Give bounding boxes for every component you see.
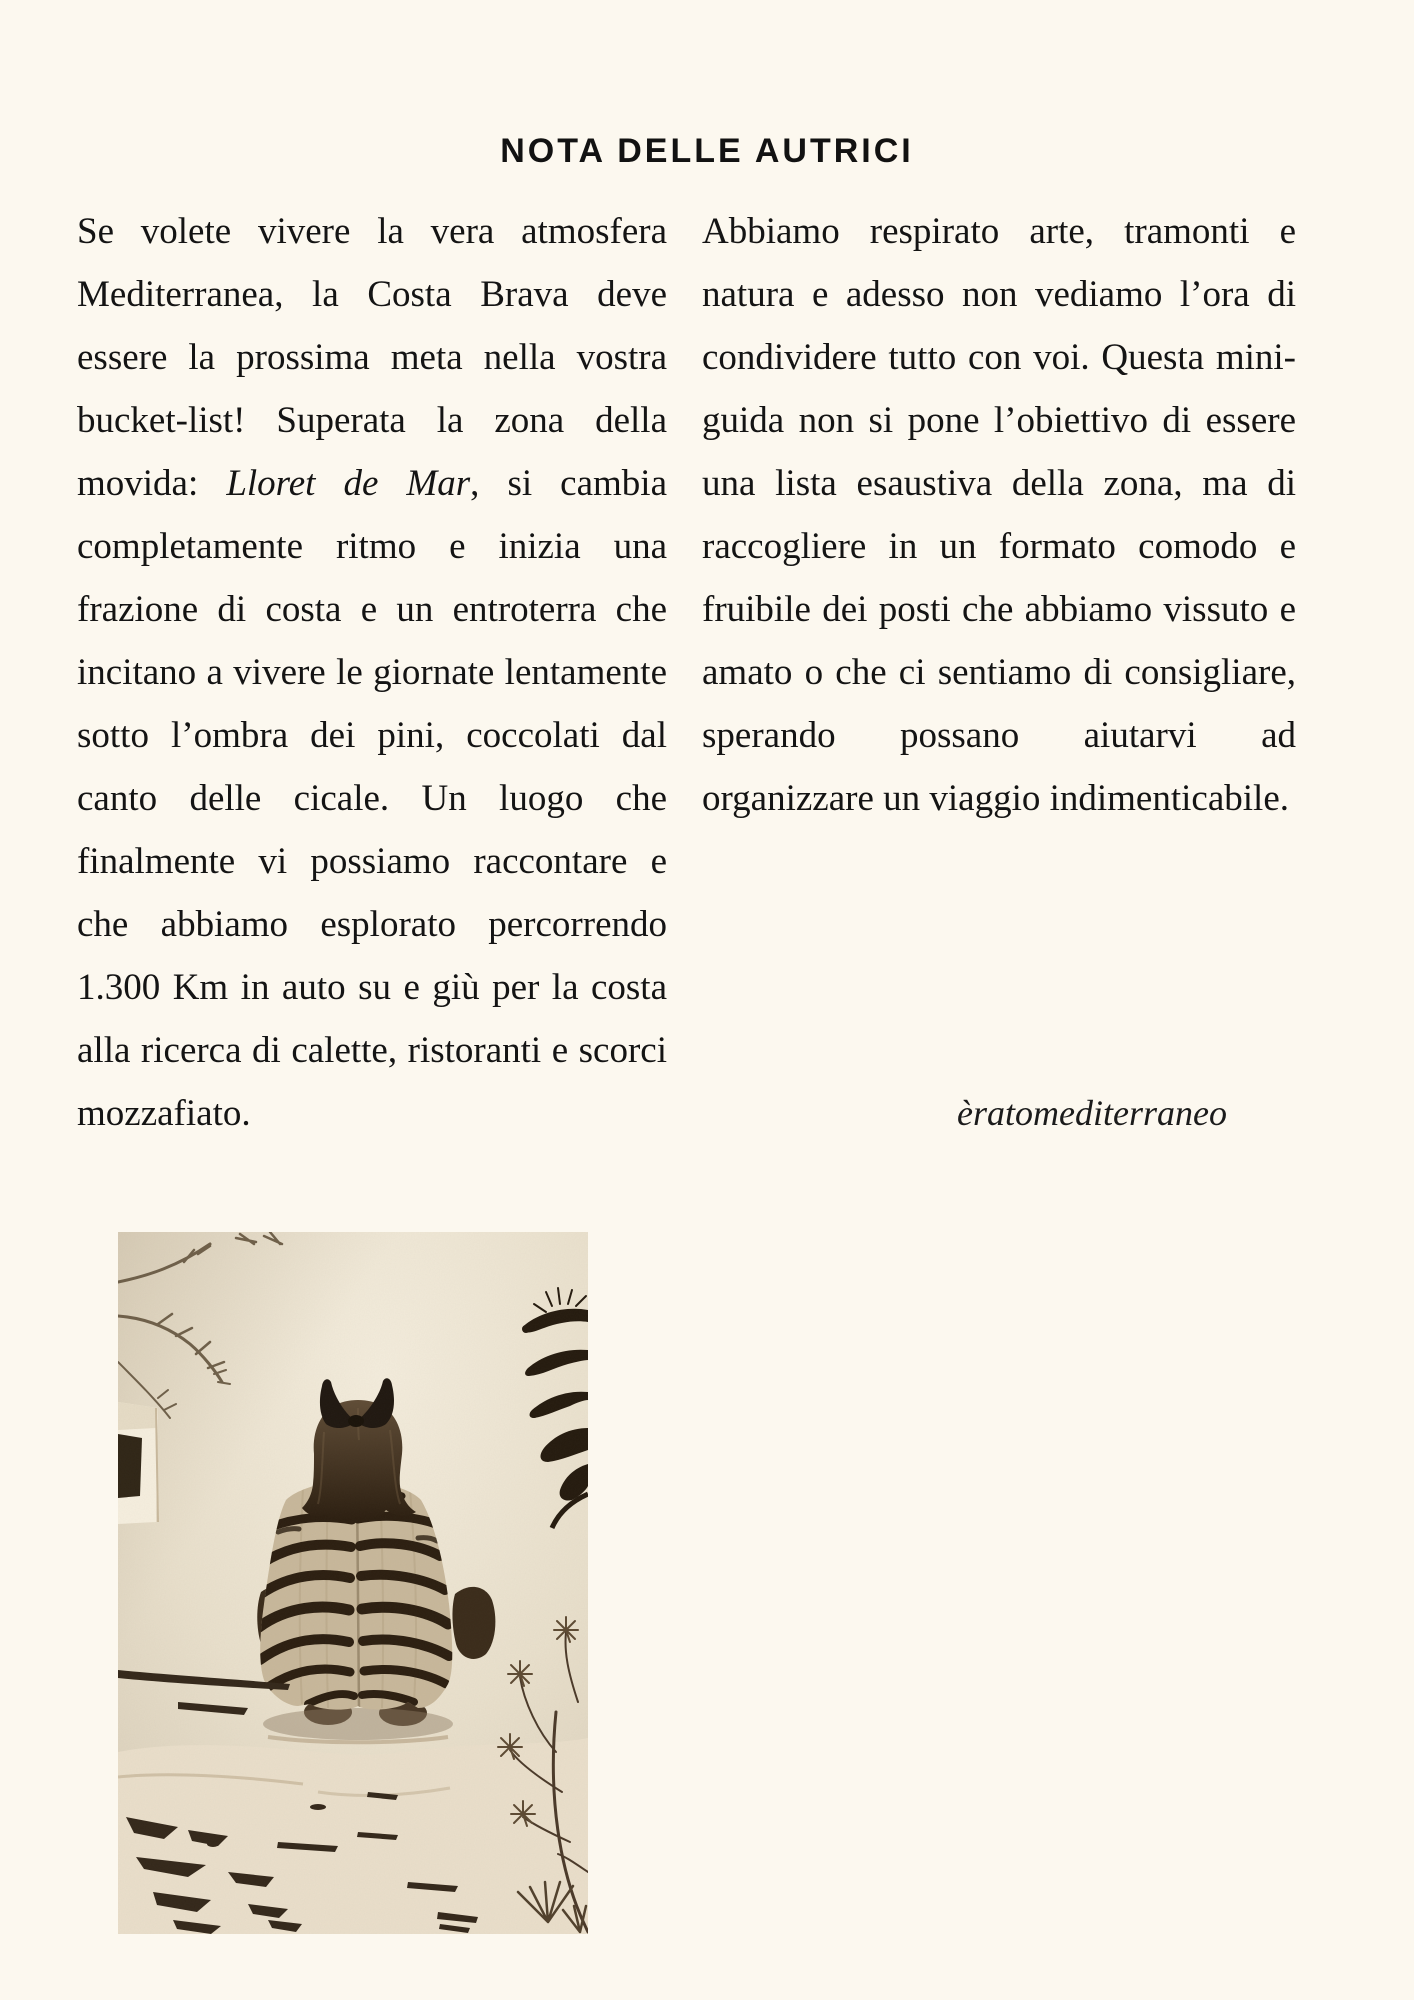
italic-place-name: Lloret de Mar (226, 463, 471, 504)
right-column (702, 200, 1296, 830)
right-paragraph: Abbiamo respirato arte, tramonti e natura e adesso non vediamo l’ora di condividere tutto con voi. Questa mini-guida non si pone l’obiettivo di essere una lista esaustiva della zona, ma di raccogliere in un formato comodo e fruibile dei posti che abbiamo vissuto e amato o che ci sentiamo di consigliare, sperando possano aiutarvi ad organizzare un viaggio indimenticabile. (702, 211, 1296, 819)
left-paragraph-part2: , si cambia completamente ritmo e inizia una frazione di costa e un entroterra che incitano a vivere le giornate lentamente sotto l’ombra dei pini, coccolati dal canto delle cicale. Un luogo che finalmente vi possiamo raccontare e che abbiamo esplorato percorrendo 1.300 Km in auto su e giù per la costa alla ricerca di calette, ristoranti e scorci mozzafiato. (77, 463, 667, 1134)
photo-illustration (118, 1232, 588, 1934)
page-title: NOTA DELLE AUTRICI (500, 132, 914, 170)
left-paragraph (77, 200, 667, 1145)
left-paragraph-part1: Se volete vivere la vera atmosfera Mediterranea, la Costa Brava deve essere la prossima meta nella vostra bucket-list! Superata la zona della movida: (77, 211, 667, 504)
woman-seated-rear-view-sepia-photo (118, 1232, 588, 1934)
left-column (77, 200, 667, 1145)
author-signature: èratomediterraneo (957, 1093, 1227, 1133)
